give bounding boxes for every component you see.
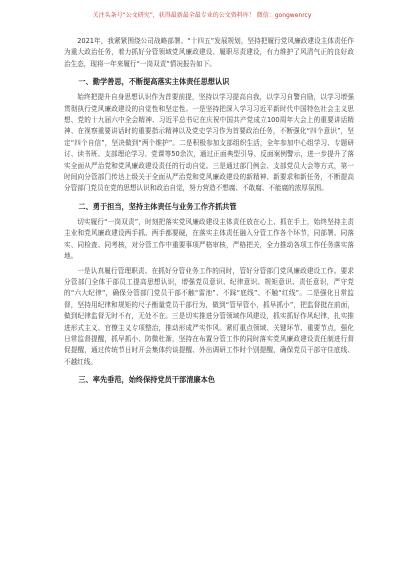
section-1-title: 一、勤学善思，不断提高落实主体责任思想认识: [78, 77, 230, 87]
document-body: [64, 36, 354, 390]
section-2-paragraph-2: 一是认真履行管理职责。在抓好分管业务工作的同时，管好分管部门党风廉政建设工作。要求分管部门全体干部员工提高思想认识，增强党员意识、纪律意识、规矩意识、责任意识，严守党的“六大纪律”，确保分管部门党员干部不触“雷池”、不踩“底线”、不触“红线”。二是强化日常监督，坚持用纪律和规矩的尺子衡量党员干部行为，做到“管早管小，抓早抓小”，把监督挺在前面，做到纪律监督无时不有，无处不在。三是切实推进分管领域作风建设，抓实抓好作风纪律，扎实推进形式主义、官僚主义专项整治，推动形成严实作风。紧盯重点领域、关键环节、重要节点，强化日常监督提醒，抓早抓小、防微杜渐，坚持在布置分管工作的同时落实党风廉政建设责任制进行督促提醒，通过传统节日时开会集体约谈提醒、外出调研工作时个别提醒，确保党员干部守住底线、不越红线。: [64, 266, 354, 366]
intro-paragraph: 2021年，我紧紧围绕公司战略部署、“十四五”发展规划，坚持把履行党风廉政建设主体责任作为重大政治任务，着力抓好分管领域党风廉政建设、履职尽责建设，有力维护了风清气正的良好政治生态，现将一年来履行“一岗双责”情况报告如下。: [64, 37, 354, 68]
section-2-paragraph-1: 切实履行“一岗双责”，时刻把落实党风廉政建设主体责任放在心上、抓在手上，始终坚持主责主业和党风廉政建设两手抓、两手都要硬，在落实主体责任融入分管工作各个环节，同部署、同落实、同检查、同考核，对分管工作中重要事项严格审核，严格把关，全力推动各项工作任务落实落地。: [64, 217, 354, 261]
promo-banner: 关注头条号“公文研究”，获得最新最全最专业的公文资料库！ 微信：gongwenrcy: [92, 12, 312, 19]
section-1-paragraph-1: 始终把提升自身思想认识作为首要前提，坚持以学习提高自我，以学习自警自励，以学习增强贯彻执行党风廉政建设的自觉性和坚定性。一是坚持把深入学习习近平新时代中国特色社会主义思想、党的十九届六中全会精神、习近平总书记在庆祝中国共产党成立100周年大会上的重要讲话精神、在视察重要讲话时的重要指示精神以及党史学习作为首要政治任务，不断强化“四个意识”，坚定“四个自信”，坚决做到“两个维护”。二是积极参加支部组织生活，全年参加中心组学习、专题研讨、读书班、支部理论学习、党课等50余次，通过正面典型引导、反面案例警示，进一步提升了落实全面从严治党和党风廉政建设责任的行动自觉。三是通过部门例会、支部党员大会等方式，第一时间向分管部门传达上级关于全面从严治党和党风廉政建设的新精神、新要求和新任务，不断提高分管部门党员在党的思想认识和政治自觉，努力营造不想腐、不敢腐、不能腐的浓厚氛围。: [64, 93, 354, 193]
section-2-title: 二、勇于担当，坚持主体责任与业务工作齐抓共管: [78, 201, 237, 211]
section-3-title: 三、率先垂范，始终保持党员干部清廉本色: [78, 375, 215, 385]
